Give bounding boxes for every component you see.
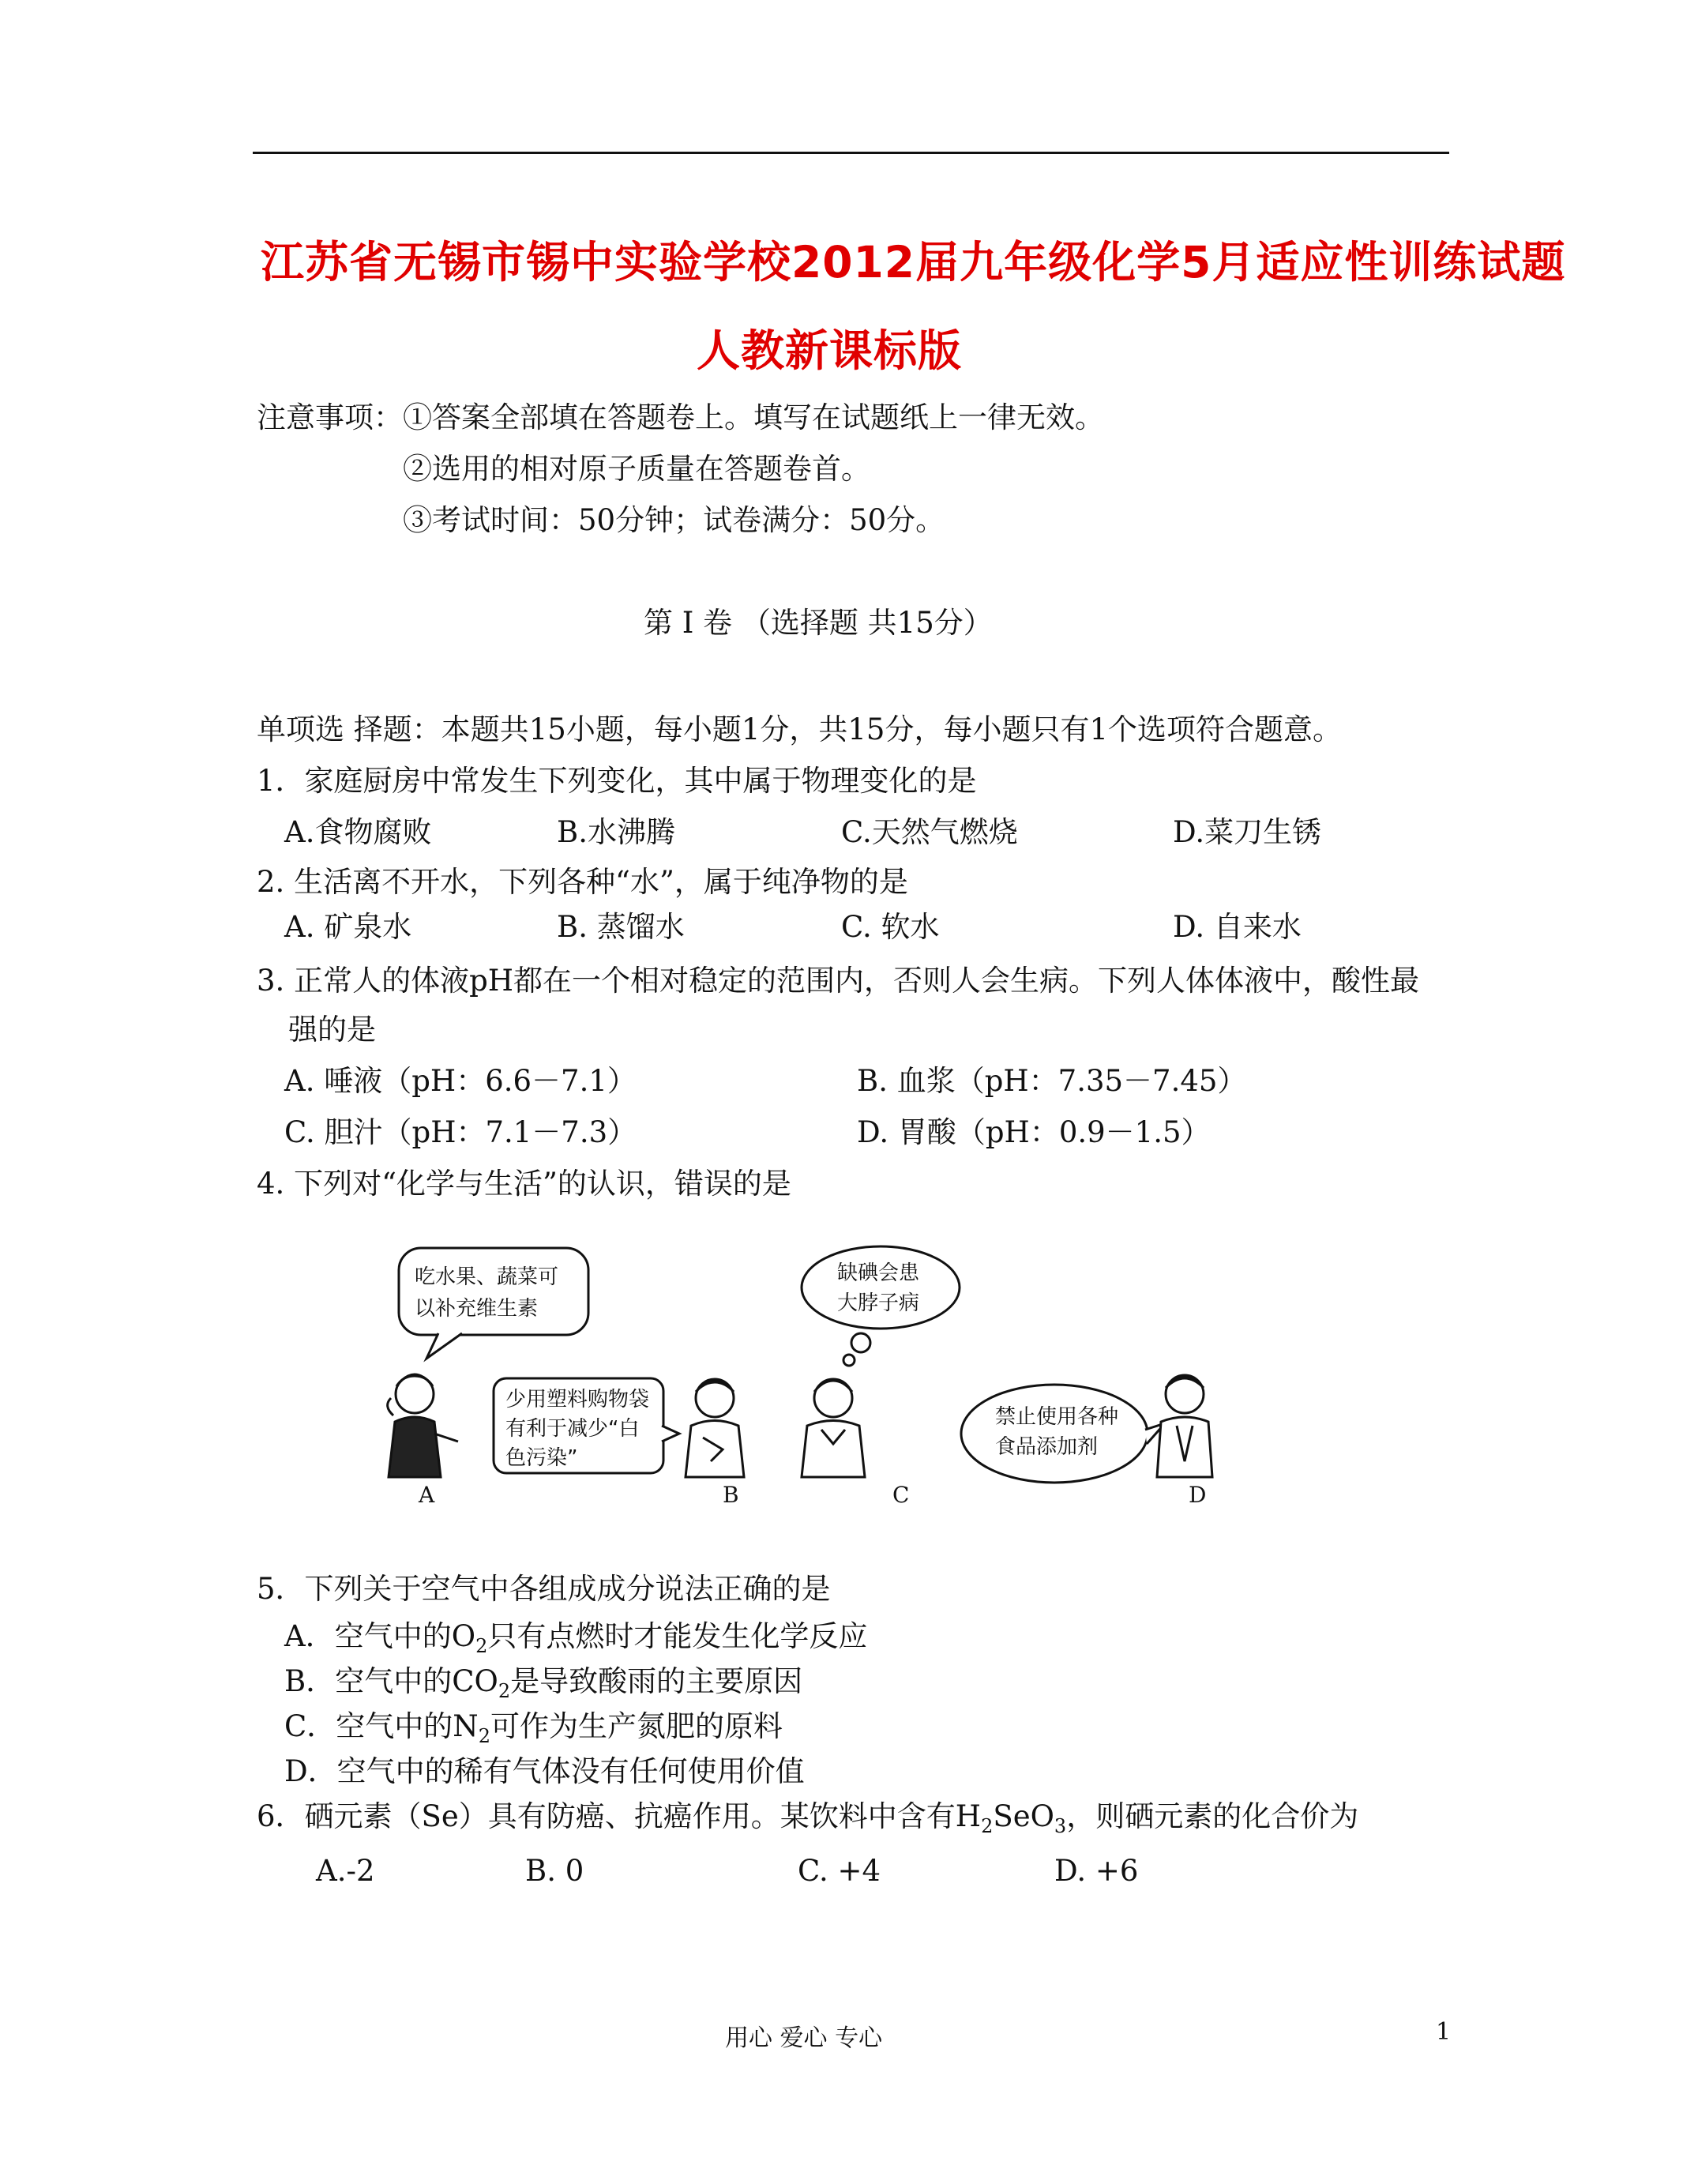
question-stem: 1．家庭厨房中常发生下列变化，其中属于物理变化的是 — [257, 764, 977, 798]
bubble-b-line: 有利于减少“白 — [505, 1417, 640, 1441]
person-a — [388, 1374, 458, 1477]
note-item: ①答案全部填在答题卷上。填写在试题纸上一律无效。 — [403, 400, 1104, 434]
option-c: C．空气中的$N_2$可作为生产氮肥的原料 — [284, 1709, 783, 1747]
option-a: A.食物腐败 — [284, 815, 432, 849]
option-d: D. +6 — [1054, 1854, 1139, 1888]
header-rule — [253, 152, 1449, 154]
figure-label-b: B — [723, 1482, 739, 1508]
option-c: C. 软水 — [841, 910, 940, 944]
option-a: A.-2 — [316, 1854, 375, 1888]
section-instructions: 单项选 择题：本题共15小题，每小题1分，共15分，每小题只有1个选项符合题意。 — [257, 712, 1343, 746]
option-d: D. 自来水 — [1173, 910, 1302, 944]
option-a: A. 唾液（pH：6.6－7.1） — [284, 1064, 637, 1098]
option-a: A．空气中的$O_2$只有点燃时才能发生化学反应 — [284, 1619, 868, 1657]
bubble-b-line: 色污染” — [505, 1446, 578, 1470]
option-b: B. 血浆（pH：7.35－7.45） — [857, 1064, 1247, 1098]
person-b — [686, 1379, 744, 1477]
option-b: B. 0 — [525, 1854, 584, 1888]
figure-label-c: C — [892, 1482, 910, 1508]
footer-motto: 用心 爱心 专心 — [725, 2024, 883, 2052]
section-heading: 第 I 卷 （选择题 共15分） — [644, 606, 993, 640]
figure-label-a: A — [419, 1482, 435, 1508]
option-d: D．空气中的稀有气体没有任何使用价值 — [284, 1754, 805, 1788]
option-c: C. 胆汁（pH：7.1－7.3） — [284, 1115, 637, 1149]
option-a: A. 矿泉水 — [284, 910, 412, 944]
notes-label: 注意事项： — [257, 400, 403, 434]
question-stem: 强的是 — [288, 1013, 376, 1047]
figure-label-d: D — [1189, 1482, 1207, 1508]
person-d — [1157, 1375, 1212, 1477]
bubble-d-line: 食品添加剂 — [995, 1435, 1099, 1459]
chemistry-life-cartoon — [363, 1240, 1216, 1509]
option-b: B. 蒸馏水 — [557, 910, 685, 944]
note-item: ③考试时间：50分钟；试卷满分：50分。 — [403, 503, 945, 537]
option-b: B．空气中的$CO_2$是导致酸雨的主要原因 — [284, 1664, 803, 1702]
question-stem: 5．下列关于空气中各组成成分说法正确的是 — [257, 1572, 831, 1606]
option-d: D. 胃酸（pH：0.9－1.5） — [857, 1115, 1211, 1149]
page-title-line1: 江苏省无锡市锡中实验学校2012届九年级化学5月适应性训练试题 — [261, 237, 1566, 288]
question-stem: 6．硒元素（Se）具有防癌、抗癌作用。某饮料中含有$H_2SeO_3$，则硒元素的化合价为 — [257, 1799, 1359, 1837]
option-b: B.水沸腾 — [557, 815, 675, 849]
option-d: D.菜刀生锈 — [1173, 815, 1322, 849]
page-number: 1 — [1436, 2018, 1452, 2046]
bubble-c-line: 大脖子病 — [837, 1291, 920, 1315]
bubble-a-line: 吃水果、蔬菜可 — [415, 1265, 559, 1289]
option-c: C. +4 — [798, 1854, 881, 1888]
page-title-line2: 人教新课标版 — [697, 325, 963, 376]
option-c: C.天然气燃烧 — [841, 815, 1018, 849]
bubble-d-line: 禁止使用各种 — [995, 1405, 1119, 1429]
bubble-a-line: 以补充维生素 — [415, 1297, 539, 1321]
question-stem: 4. 下列对“化学与生活”的认识，错误的是 — [257, 1167, 791, 1201]
bubble-b-line: 少用塑料购物袋 — [505, 1388, 650, 1412]
bubble-c-line: 缺碘会患 — [837, 1261, 920, 1285]
question-stem: 2. 生活离不开水，下列各种“水”，属于纯净物的是 — [257, 865, 908, 899]
question-stem: 3. 正常人的体液pH都在一个相对稳定的范围内，否则人会生病。下列人体体液中，酸性最 — [257, 964, 1420, 998]
note-item: ②选用的相对原子质量在答题卷首。 — [403, 452, 870, 486]
person-c — [802, 1379, 865, 1477]
